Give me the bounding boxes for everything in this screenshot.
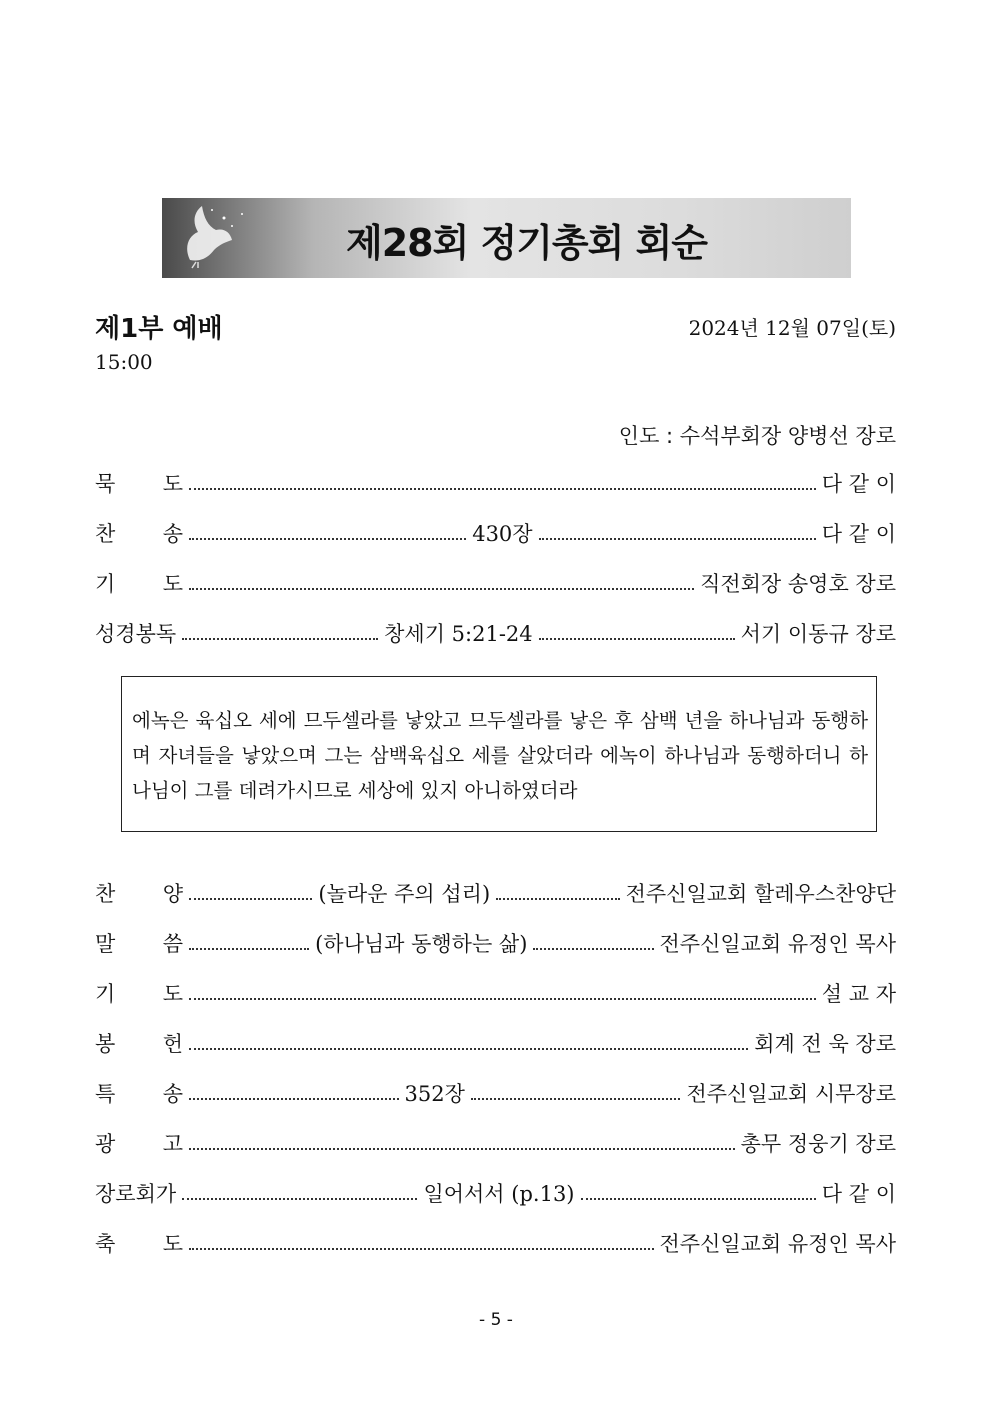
dot-leader <box>189 1098 399 1100</box>
title-banner <box>162 198 851 278</box>
order-item <box>95 466 896 498</box>
dot-leader <box>189 1048 748 1050</box>
dot-leader <box>182 638 378 640</box>
order-item-label: 봉 헌 <box>95 1032 183 1056</box>
order-item-detail: 430장 <box>472 522 533 546</box>
dot-leader <box>496 898 619 900</box>
order-item-person: 회계 전 욱 장로 <box>754 1032 896 1056</box>
order-item-detail: 일어서서 (p.13) <box>423 1182 575 1206</box>
order-item-person: 설 교 자 <box>821 982 896 1006</box>
order-item-label: 성경봉독 <box>95 622 177 646</box>
service-leader: 인도 : 수석부회장 양병선 장로 <box>618 424 896 448</box>
dot-leader <box>189 998 816 1000</box>
dot-leader <box>581 1198 816 1200</box>
page-number: - 5 - <box>479 1310 513 1330</box>
dot-leader <box>189 538 466 540</box>
dot-leader <box>189 588 694 590</box>
service-time: 15:00 <box>95 350 153 374</box>
order-item-person: 직전회장 송영호 장로 <box>700 572 896 596</box>
order-item-label: 축 도 <box>95 1232 183 1256</box>
order-item-person: 전주신일교회 유정인 목사 <box>659 1232 896 1256</box>
order-item <box>95 976 896 1008</box>
order-item-person: 다 같 이 <box>821 472 896 496</box>
order-item-detail: 창세기 5:21-24 <box>384 622 533 646</box>
order-item-person: 전주신일교회 유정인 목사 <box>659 932 896 956</box>
order-item <box>95 1126 896 1158</box>
order-item-person: 다 같 이 <box>821 522 896 546</box>
order-item-person: 총무 정웅기 장로 <box>740 1132 896 1156</box>
order-item <box>95 616 896 648</box>
dot-leader <box>189 898 312 900</box>
order-item <box>95 926 896 958</box>
order-item <box>95 1226 896 1258</box>
order-item <box>95 1176 896 1208</box>
part-title: 제1부 예배 <box>95 314 223 344</box>
order-item-person: 전주신일교회 시무장로 <box>686 1082 897 1106</box>
order-item <box>95 876 896 908</box>
order-item-person: 다 같 이 <box>821 1182 897 1206</box>
order-item-detail: (놀라운 주의 섭리) <box>318 882 491 906</box>
order-item-label: 찬 양 <box>95 882 183 906</box>
order-item-label: 장로회가 <box>95 1182 177 1206</box>
dot-leader <box>189 948 309 950</box>
dot-leader <box>189 488 816 490</box>
order-item <box>95 516 896 548</box>
order-item <box>95 1026 896 1058</box>
order-item <box>95 566 896 598</box>
order-item-label: 기 도 <box>95 572 183 596</box>
order-item-label: 특 송 <box>95 1082 183 1106</box>
order-item-detail: (하나님과 동행하는 삶) <box>315 932 528 956</box>
dot-leader <box>539 538 816 540</box>
dot-leader <box>539 638 735 640</box>
order-item-label: 광 고 <box>95 1132 183 1156</box>
order-item-person: 전주신일교회 할레우스찬양단 <box>625 882 896 906</box>
order-item-detail: 352장 <box>404 1082 465 1106</box>
dot-leader <box>471 1098 681 1100</box>
page-title: 제28회 정기총회 회순 <box>345 221 707 265</box>
order-item <box>95 1076 896 1108</box>
service-date: 2024년 12월 07일(토) <box>688 316 896 340</box>
dot-leader <box>533 948 653 950</box>
dot-leader <box>182 1198 417 1200</box>
order-item-label: 묵 도 <box>95 472 183 496</box>
order-item-person: 서기 이동규 장로 <box>740 622 896 646</box>
order-item-label: 기 도 <box>95 982 183 1006</box>
order-item-label: 말 씀 <box>95 932 183 956</box>
scripture-box: 에녹은 육십오 세에 므두셀라를 낳았고 므두셀라를 낳은 후 삼백 년을 하나님과 동행하며 자녀들을 낳았으며 그는 삼백육십오 세를 살았더라 에녹이 하나님과 동행하더니 하나님이 그를 데려가시므로 세상에 있지 아니하였더라 <box>121 676 877 832</box>
dot-leader <box>189 1248 654 1250</box>
order-item-label: 찬 송 <box>95 522 183 546</box>
dot-leader <box>189 1148 735 1150</box>
